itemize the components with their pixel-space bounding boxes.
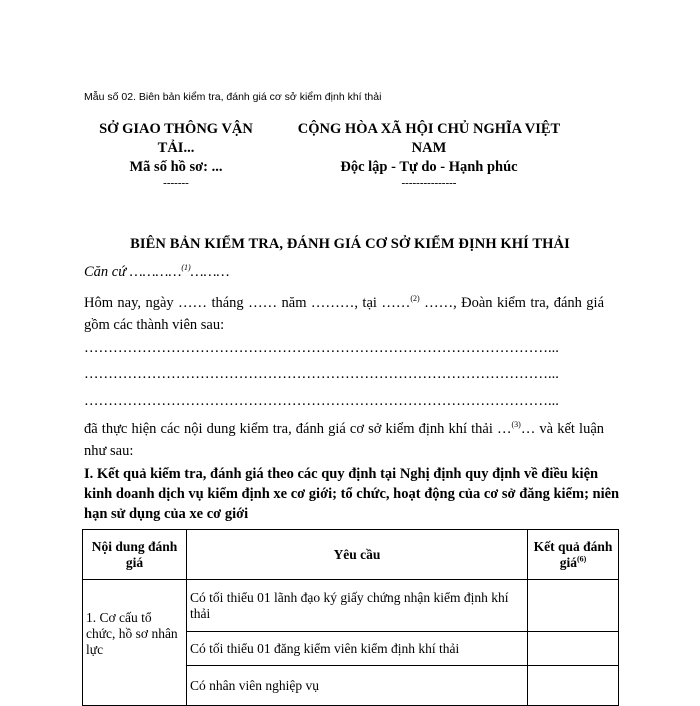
- member-line-1: ……………………………………………………………………………………...: [84, 340, 559, 356]
- footnote-6: (6): [576, 554, 587, 563]
- member-line-2: ……………………………………………………………………………………...: [84, 366, 559, 382]
- intro-paragraph: [84, 292, 604, 336]
- conclusion-paragraph: [84, 418, 604, 462]
- can-cu-label: Căn cứ …………: [84, 264, 182, 280]
- document-title: BIÊN BẢN KIỂM TRA, ĐÁNH GIÁ CƠ SỞ KIỂM ĐỊNH KHÍ THẢI: [130, 236, 570, 252]
- can-cu-line: [84, 264, 229, 281]
- requirement-cell: Có nhân viên nghiệp vụ: [187, 666, 528, 706]
- file-code: Mã số hồ sơ: ...: [129, 159, 223, 175]
- footnote-3: (3): [511, 420, 521, 430]
- header-result: [528, 530, 619, 580]
- intro-text-a: Hôm nay, ngày …… tháng …… năm ………, tại ……: [84, 295, 411, 311]
- table-header-row: [83, 530, 619, 580]
- group-label-cell: 1. Cơ cấu tổ chức, hồ sơ nhân lực: [83, 580, 187, 706]
- requirement-cell: Có tối thiểu 01 đăng kiểm viên kiểm định khí thải: [187, 632, 528, 666]
- issuer-name: SỞ GIAO THÔNG VẬN TẢI...: [99, 121, 253, 156]
- can-cu-tail: ………: [190, 264, 230, 280]
- intro-text-b: ……, Đoàn kiểm tra, đánh giá gồm các thành viên sau:: [84, 295, 605, 333]
- section-heading: I. Kết quả kiểm tra, đánh giá theo các quy định tại Nghị định quy định về điều kiện kinh doanh dịch vụ kiểm định xe cơ giới; tổ chức, hoạt động của cơ sở đăng kiểm; niên hạn sử dụng của xe cơ giới: [84, 466, 620, 522]
- national-motto: Độc lập - Tự do - Hạnh phúc: [340, 159, 518, 175]
- requirement-cell: Có tối thiểu 01 lãnh đạo ký giấy chứng nhận kiểm định khí thải: [187, 580, 528, 632]
- header-result-label: Kết quả đánh giá: [533, 538, 613, 570]
- result-cell: [528, 632, 619, 666]
- national-name: CỘNG HÒA XÃ HỘI CHỦ NGHĨA VIỆT NAM: [297, 121, 561, 156]
- national-header: [280, 120, 578, 190]
- footnote-2: (2): [410, 294, 420, 304]
- result-cell: [528, 580, 619, 632]
- table-row: [83, 580, 619, 632]
- footnote-1: (1): [181, 263, 191, 273]
- issuer-dash: -------: [163, 177, 189, 189]
- conclusion-text-b: … và kết luận như sau:: [84, 421, 605, 459]
- header-content: Nội dung đánh giá: [83, 530, 187, 580]
- assessment-table: [82, 529, 619, 706]
- issuer-header: [82, 120, 270, 190]
- form-label: Mẫu số 02. Biên bản kiểm tra, đánh giá cơ sở kiểm định khí thải: [84, 91, 382, 103]
- conclusion-text-a: đã thực hiện các nội dung kiểm tra, đánh giá cơ sở kiểm định khí thải …: [84, 421, 512, 437]
- motto-dash: ---------------: [401, 177, 457, 189]
- header-requirement: Yêu cầu: [187, 530, 528, 580]
- member-line-3: ……………………………………………………………………………………...: [84, 393, 559, 409]
